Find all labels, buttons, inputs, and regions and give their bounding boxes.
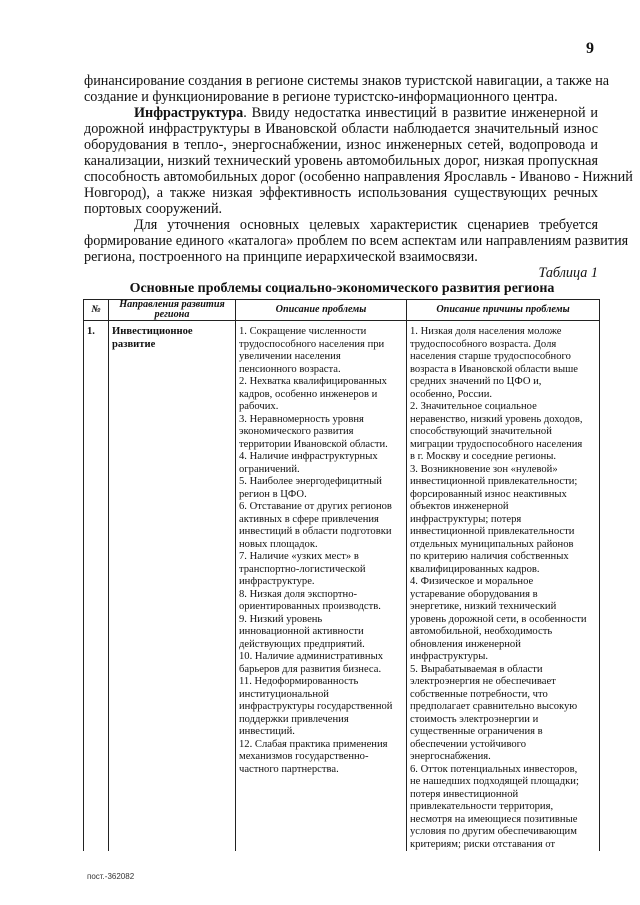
paragraph-text: . Ввиду недостатка инвестиций в развитие инженерной и: [243, 105, 598, 121]
text-line: собственные потребности, что: [410, 688, 548, 700]
cell-problems: [236, 321, 407, 852]
table-header-row: [84, 300, 600, 321]
text-line: условия по другим обеспечивающим: [410, 826, 577, 837]
text-line: миграции трудоспособного населения: [410, 438, 583, 450]
text-line: инфраструктуры; потеря: [410, 513, 522, 525]
text-line: 4. Физическое и моральное: [410, 576, 534, 587]
text-line: устаревание оборудования в: [410, 588, 538, 600]
text-line: Новгород), а также низкая эффективность использования существующих речных: [84, 185, 598, 201]
text-line: стоимость электроэнергии и: [410, 713, 539, 725]
problems-table: [83, 299, 600, 851]
text-line: по критерию наличия собственных: [410, 551, 569, 562]
text-line: обеспечении устойчивого: [410, 738, 527, 750]
text-line: 6. Отставание от других регионов: [239, 501, 392, 512]
text-line: инвестиционной привлекательности: [410, 526, 575, 537]
text-line: канализации, низкий технический уровень автомобильных дорог, низкая пропускная: [84, 153, 598, 169]
text-line: объектов инженерной: [410, 501, 509, 512]
table-title: Основные проблемы социально-экономического развития региона: [129, 281, 555, 296]
text-line: трудоспособного возраста. Доля: [410, 338, 557, 350]
text-line: 4. Наличие инфраструктурных: [239, 451, 378, 462]
paragraph-infrastructure: [84, 105, 633, 217]
text-line: портовых сооружений.: [84, 201, 223, 217]
paragraph-lead: Инфраструктура: [134, 105, 244, 121]
text-line: 2. Нехватка квалифицированных: [239, 376, 387, 387]
text-line: создание и функционирование в регионе туристско-информационного центра.: [84, 89, 558, 105]
page-number: 9: [586, 40, 594, 57]
cell-causes: [407, 321, 600, 852]
text-line: рабочих.: [239, 401, 279, 412]
text-line: увеличении населения: [239, 351, 341, 362]
text-line: механизмов государственно-: [239, 751, 369, 762]
text-line: 6. Отток потенциальных инвесторов,: [410, 763, 578, 775]
text-line: инвестиций.: [239, 726, 295, 737]
text-line: средних значений по ЦФО и,: [410, 376, 542, 387]
text-line: территории Ивановской области.: [239, 438, 388, 450]
text-line: 5. Наиболее энергодефицитный: [239, 476, 382, 487]
text-line: существенные ограничения в: [410, 726, 543, 737]
text-line: 2. Значительное социальное: [410, 401, 537, 412]
text-line: способствующий значительной: [410, 426, 552, 437]
header-problem: Описание проблемы: [236, 300, 407, 321]
text-line: обновления инженерной: [410, 638, 521, 650]
text-line: уровень дорожной сети, в особенности: [410, 613, 587, 625]
text-line: Для уточнения основных целевых характеристик сценариев требуется: [134, 217, 598, 233]
text-line: возраста в Ивановской области выше: [410, 363, 578, 375]
text-line: форсированный износ неактивных: [410, 488, 567, 500]
text-line: 1. Низкая доля населения моложе: [410, 326, 562, 337]
table-label: Таблица 1: [538, 265, 598, 281]
text-line: ориентированных производств.: [239, 601, 381, 612]
text-line: 3. Неравномерность уровня: [239, 413, 364, 425]
text-line: Инвестиционное: [112, 326, 193, 337]
text-line: потеря инвестиционной: [410, 788, 519, 800]
text-line: новых площадок.: [239, 538, 318, 550]
text-line: 10. Наличие административных: [239, 651, 384, 662]
text-line: оборудования в тепло-, энергоснабжении, износ инженерных сетей, водопровода и: [84, 137, 598, 153]
paragraph-rest: [84, 121, 633, 217]
paragraph-line: [84, 105, 598, 121]
text-line: трудоспособного населения при: [239, 338, 385, 350]
text-line: кадров, особенно инженеров и: [239, 388, 378, 400]
text-line: особенно, России.: [410, 388, 493, 400]
text-line: предполагает сравнительно высокую: [410, 701, 578, 712]
text-line: транспортно-логистической: [239, 563, 366, 575]
table-row: [84, 321, 600, 852]
text-line: инвестиционной привлекательности;: [410, 476, 578, 487]
cell-number: 1.: [84, 321, 109, 852]
text-line: поддержки привлечения: [239, 713, 349, 725]
text-line: активных в сфере привлечения: [239, 513, 379, 525]
text-line: неравенство, низкий уровень доходов,: [410, 413, 583, 425]
text-line: автомобильной, необходимость: [410, 626, 553, 637]
text-line: региона, построенного на принципе иерархической взаимосвязи.: [84, 249, 478, 265]
text-line: несмотря на имеющиеся позитивные: [410, 813, 578, 825]
text-line: энергоснабжения.: [410, 751, 491, 762]
header-cause: Описание причины проблемы: [407, 300, 600, 321]
text-line: привлекательности территория,: [410, 801, 554, 812]
text-line: не нашедших подходящей площадки;: [410, 776, 579, 787]
text-line: энергетике, низкий технический: [410, 601, 557, 612]
text-line: 12. Слабая практика применения: [239, 738, 388, 750]
paragraph-catalog: [84, 217, 629, 265]
text-line: критериям; риски отставания от: [410, 838, 556, 850]
text-line: действующих предприятий.: [239, 638, 365, 650]
paragraph-tourism-financing: [84, 73, 610, 105]
text-line: частного партнерства.: [239, 763, 339, 775]
text-line: барьеров для развития бизнеса.: [239, 663, 382, 675]
text-line: 8. Низкая доля экспортно-: [239, 588, 358, 600]
text-line: пенсионного возраста.: [239, 363, 341, 375]
text-line: инфраструктуры.: [410, 651, 488, 662]
text-line: дорожной инфраструктуры в Ивановской области наблюдается значительный износ: [84, 121, 598, 137]
text-line: 5. Вырабатываемая в области: [410, 663, 543, 675]
document-footer-code: пост.-362082: [87, 872, 135, 881]
text-line: инфраструктуры государственной: [239, 701, 393, 712]
text-line: в г. Москву и соседние регионы.: [410, 451, 557, 462]
text-line: развитие: [112, 338, 156, 350]
text-line: инвестиций в области подготовки: [239, 526, 392, 537]
text-line: квалифицированных кадров.: [410, 563, 540, 575]
text-line: отдельных муниципальных районов: [410, 538, 574, 550]
text-line: способность автомобильных дорог (особенно направления Ярославль - Иваново - Нижний: [84, 169, 633, 185]
text-line: 7. Наличие «узких мест» в: [239, 551, 359, 562]
text-line: финансирование создания в регионе системы знаков туристской навигации, а также на: [84, 73, 610, 89]
text-line: институциональной: [239, 688, 329, 700]
text-line: ограничений.: [239, 463, 300, 475]
text-line: электроэнергия не обеспечивает: [410, 676, 556, 687]
text-line: инновационной активности: [239, 626, 364, 637]
text-line: 3. Возникновение зон «нулевой»: [410, 463, 558, 475]
cell-direction: [109, 321, 236, 852]
header-number: №: [84, 300, 109, 321]
text-line: 1. Сокращение численности: [239, 326, 367, 337]
header-direction: Направления развития региона: [109, 300, 236, 321]
text-line: 11. Недоформированность: [239, 676, 359, 687]
text-line: 9. Низкий уровень: [239, 613, 323, 625]
text-line: формирование единого «каталога» проблем по всем аспектам или направлениям развития: [84, 233, 629, 249]
text-line: инфраструктуре.: [239, 576, 315, 587]
text-line: населения старше трудоспособного: [410, 351, 571, 362]
text-line: регион в ЦФО.: [239, 488, 307, 500]
text-line: экономического развития: [239, 426, 354, 437]
